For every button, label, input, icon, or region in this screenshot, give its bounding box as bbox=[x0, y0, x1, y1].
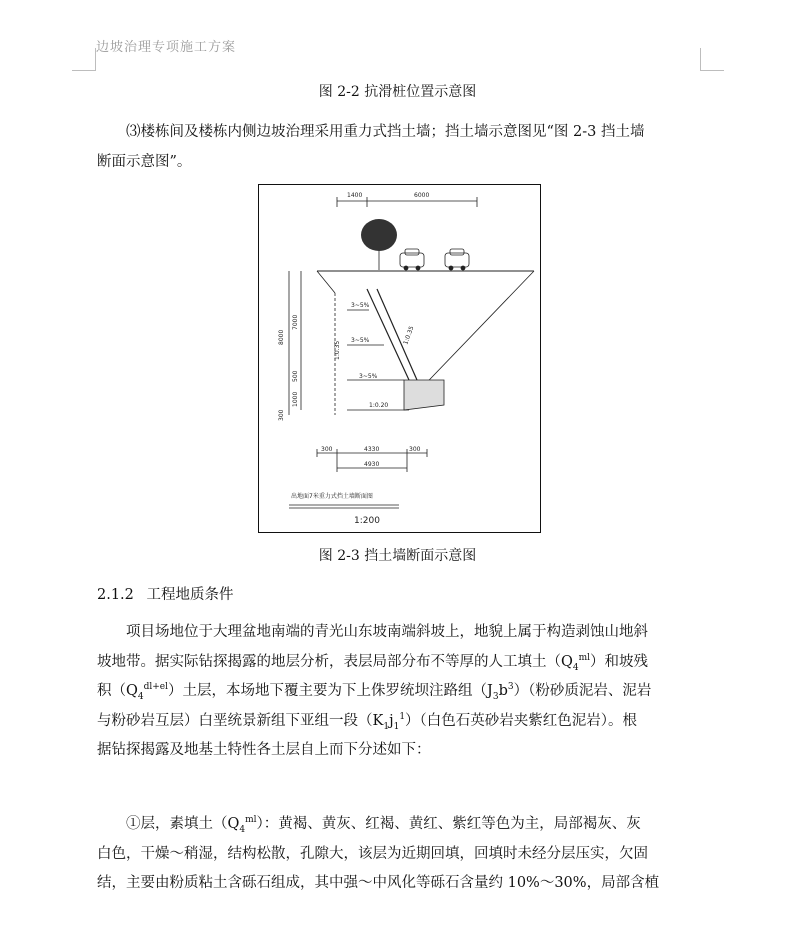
intro-line-1: ⑶楼栋间及楼栋内侧边坡治理采用重力式挡土墙；挡土墙示意图见“图 2-3 挡土墙 bbox=[126, 124, 645, 140]
geology-line-3: 积$(Q_4^{dl+el})$土层，本场地下覆主要为下上侏罗统坝注路组$(J_3b^3)$（粉砂质泥岩、泥岩 bbox=[97, 682, 652, 702]
layer-1-line-3: 结，主要由粉质粘土含砾石组成，其中强～中风化等砾石含量约 10%～30%，局部含植 bbox=[97, 875, 660, 891]
wall-back bbox=[367, 289, 409, 380]
slope-label-1: 3~5% bbox=[351, 302, 370, 309]
wall-slope-ratio-1: 1:0.35 bbox=[334, 340, 341, 360]
figure-2-3-caption: 图 2-3 挡土墙断面示意图 bbox=[318, 548, 477, 564]
figure-2-2-caption: 图 2-2 抗滑桩位置示意图 bbox=[318, 84, 477, 100]
geology-line-2: 坡地带。据实际钻探揭露的地层分析，表层局部分布不等厚的人工填土$(Q_4^{ml})$和坡残 bbox=[97, 652, 649, 673]
crop-mark-left-vertical bbox=[95, 48, 96, 71]
dim-left-5: 300 bbox=[278, 409, 285, 421]
dim-left-3: 500 bbox=[292, 370, 299, 382]
crop-mark-right-vertical bbox=[700, 48, 701, 71]
retaining-wall-drawing bbox=[259, 185, 542, 534]
dim-left-4: 1000 bbox=[292, 391, 299, 407]
dim-top-2: 6000 bbox=[414, 192, 430, 199]
geology-line-5: 据钻探揭露及地基土特性各土层自上而下分述如下： bbox=[97, 742, 431, 758]
dim-bottom-4: 4930 bbox=[364, 461, 380, 468]
section-number: 2.1.2 bbox=[97, 587, 134, 603]
dim-top-1: 1400 bbox=[347, 192, 363, 199]
slope-label-3: 3~5% bbox=[359, 373, 378, 380]
dim-bottom-1: 300 bbox=[321, 446, 333, 453]
crop-mark-left-horizontal bbox=[72, 70, 96, 71]
intro-line-2: 断面示意图”。 bbox=[97, 153, 192, 170]
intro-paragraph bbox=[97, 118, 703, 177]
wall-slope-ratio-2: 1:0.35 bbox=[402, 325, 416, 346]
layer-1-line-1: ①层，素填土$(Q_4^{ml})$：黄褐、黄灰、红褐、黄红、紫红等色为主，局部褐灰、灰 bbox=[126, 815, 641, 835]
section-title: 工程地质条件 bbox=[146, 587, 234, 603]
retaining-wall-figure bbox=[258, 184, 541, 533]
layer-1-paragraph bbox=[97, 810, 703, 899]
dim-bottom-2: 4330 bbox=[364, 446, 380, 453]
dim-left-2: 7000 bbox=[292, 314, 299, 330]
section-heading bbox=[97, 583, 234, 604]
dim-bottom-3: 300 bbox=[409, 446, 421, 453]
geology-line-4: 与粉砂岩互层）白垩统景新组下亚组一段$(K_1j_1^1)$（白色石英砂岩夹紫红色泥岩）。根 bbox=[97, 711, 638, 732]
dim-left-1: 8000 bbox=[278, 329, 285, 345]
geology-paragraph bbox=[97, 618, 703, 766]
left-slope bbox=[317, 271, 335, 293]
base-slope-ratio: 1:0.20 bbox=[369, 402, 389, 409]
drawing-scale: 1:200 bbox=[354, 516, 380, 526]
slope-label-2: 3~5% bbox=[351, 337, 370, 344]
geology-line-1: 项目场地位于大理盆地南端的青光山东坡南端斜坡上，地貌上属于构造剥蚀山地斜 bbox=[126, 624, 648, 640]
document-header-title: 边坡治理专项施工方案 bbox=[96, 40, 237, 55]
crop-mark-right-horizontal bbox=[700, 70, 724, 71]
layer-1-line-2: 白色，干燥～稍湿，结构松散，孔隙大，该层为近期回填，回填时未经分层压实，欠固 bbox=[97, 845, 648, 862]
tree-icon bbox=[361, 219, 397, 251]
drawing-title: 出地面7米重力式挡土墙断面图 bbox=[291, 493, 373, 500]
